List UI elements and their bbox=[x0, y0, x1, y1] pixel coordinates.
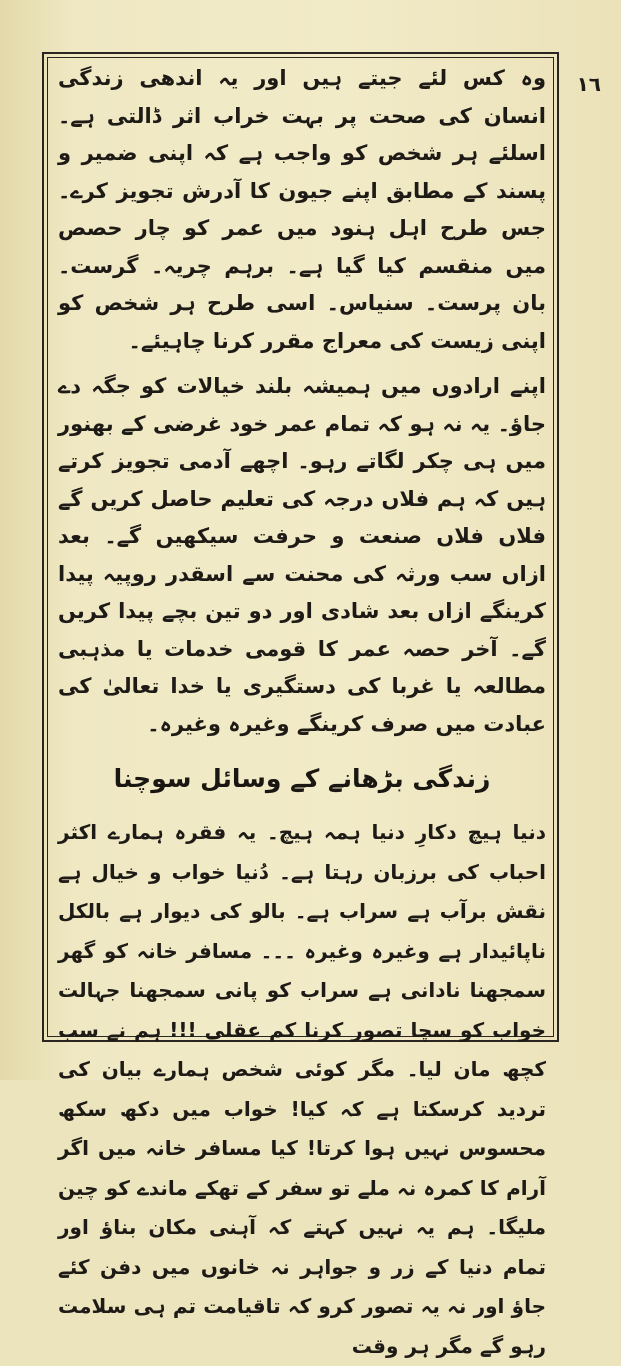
page-body bbox=[58, 60, 546, 1366]
paragraph-2: اپنے ارادوں میں ہمیشہ بلند خیالات کو جگہ دے جاؤ۔ یہ نہ ہو کہ تمام عمر خود غرضی کے بھنور میں ہی چکر لگاتے رہو۔ اچھے آدمی تجویز کرتے ہیں کہ ہم فلاں درجہ کی تعلیم حاصل کریں گے فلاں فلاں صنعت و حرفت سیکھیں گے۔ بعد ازاں سب ورثہ کی محنت سے اسقدر روپیہ پیدا کرینگے ازاں بعد شادی اور دو تین بچے پیدا کریں گے۔ آخر حصہ عمر کا قومی خدمات یا مذہبی مطالعہ یا غربا کی دستگیری یا خدا تعالیٰ کی عبادت میں صرف کرینگے وغیرہ وغیرہ۔ bbox=[58, 374, 546, 736]
paragraph-3: دنیا ہیچ دکارِ دنیا ہمہ ہیچ۔ یہ فقرہ ہمارے اکثر احباب کی برزبان رہتا ہے۔ دُنیا خواب و خیال ہے نقش برآب ہے سراب ہے۔ بالو کی دیوار ہے بالکل ناپائیدار ہے وغیرہ وغیرہ ۔۔۔ مسافر خانہ کو گھر سمجھنا نادانی ہے سراب کو پانی سمجھنا جہالت خواب کو سچا تصور کرنا کم عقلی !!! ہم نے سب کچھ مان لیا۔ مگر کوئی شخص ہمارے بیان کی تردید کرسکتا ہے کہ کیا! خواب میں دکھ سکھ محسوس نہیں ہوا کرتا! کیا مسافر خانہ میں اگر آرام کا کمرہ نہ ملے تو سفر کے تھکے ماندے کو چین ملیگا۔ ہم یہ نہیں کہتے کہ آہنی مکان بناؤ اور تمام دنیا کے زر و جواہر نہ خانوں میں دفن کئے جاؤ اور نہ یہ تصور کرو کہ تاقیامت تم ہی سلامت رہو گے مگر ہر وقت bbox=[58, 820, 546, 1358]
page-number: ١٦ bbox=[576, 72, 601, 96]
section-heading: زندگی بڑھانے کے وسائل سوچنا bbox=[113, 764, 491, 793]
paragraph-1: وہ کس لئے جیتے ہیں اور یہ اندھی زندگی انسان کی صحت پر بہت خراب اثر ڈالتی ہے۔ اسلئے ہر شخص کو واجب ہے کہ اپنی ضمیر و پسند کے مطابق اپنے جیون کا آدرش تجویز کرے۔ جس طرح اہل ہنود میں عمر کو چار حصص میں منقسم کیا گیا ہے۔ برہم چریہ۔ گرست۔ بان پرست۔ سنیاس۔ اسی طرح ہر شخص کو اپنی زیست کی معراج مقرر کرنا چاہیئے۔ bbox=[58, 66, 546, 353]
